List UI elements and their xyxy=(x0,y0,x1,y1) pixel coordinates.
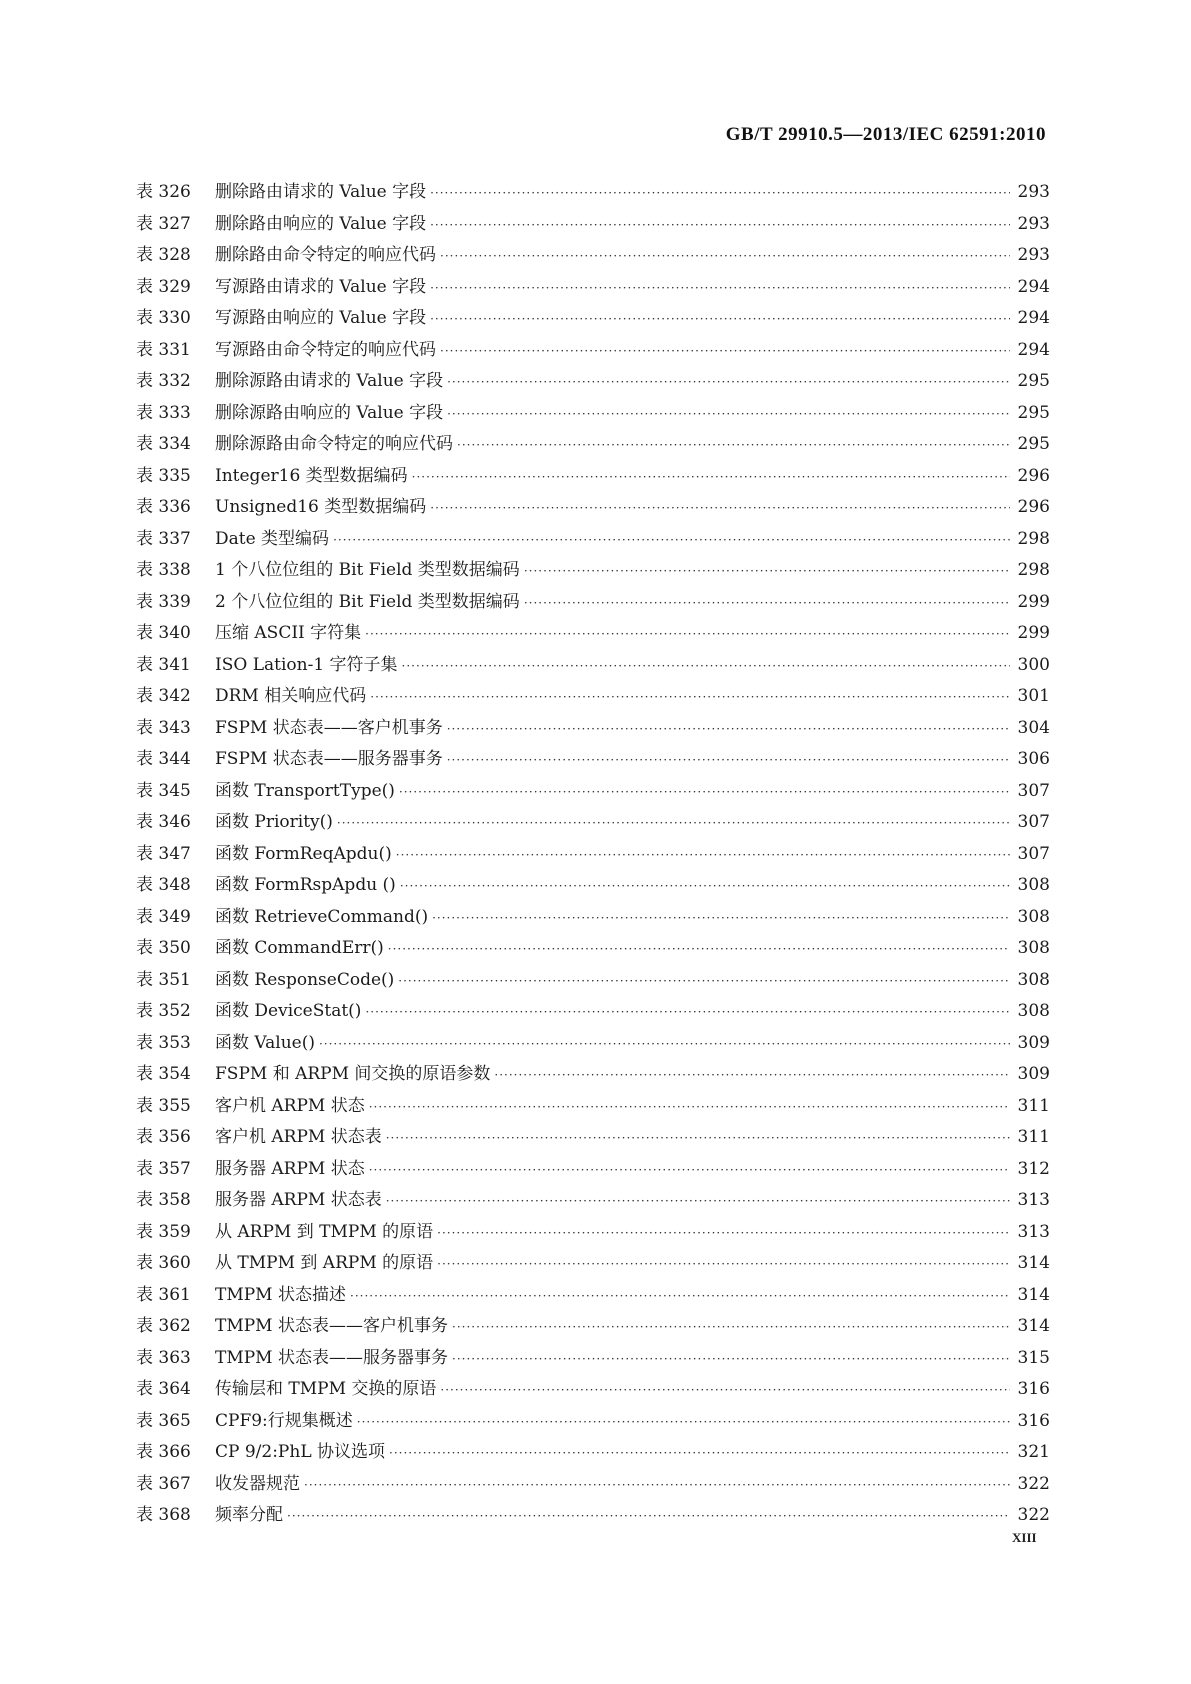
toc-entry-label: 表 335 xyxy=(136,465,191,486)
toc-dot-leader xyxy=(386,1194,1010,1208)
toc-entry[interactable] xyxy=(136,1154,1050,1186)
toc-entry[interactable] xyxy=(136,272,1050,304)
toc-entry[interactable] xyxy=(136,492,1050,524)
toc-entry-page: 314 xyxy=(1017,1253,1050,1273)
toc-entry-label: 表 337 xyxy=(136,528,191,549)
toc-dot-leader xyxy=(524,564,1010,578)
toc-entry-page: 294 xyxy=(1017,276,1050,297)
toc-entry-title: Date 类型编码 xyxy=(215,528,330,549)
toc-dot-leader xyxy=(447,407,1010,421)
toc-entry[interactable] xyxy=(136,524,1050,556)
toc-entry-page: 312 xyxy=(1017,1158,1050,1179)
toc-dot-leader xyxy=(430,218,1010,232)
toc-dot-leader xyxy=(350,1289,1010,1303)
toc-entry[interactable] xyxy=(136,996,1050,1028)
toc-entry[interactable] xyxy=(136,1059,1050,1091)
toc-entry-page: 322 xyxy=(1017,1505,1050,1525)
toc-entry-label: 表 351 xyxy=(136,969,191,990)
toc-entry-title: 函数 Priority() xyxy=(215,812,333,832)
toc-dot-leader xyxy=(440,1383,1010,1397)
toc-entry[interactable] xyxy=(136,1469,1050,1501)
toc-entry-page: 299 xyxy=(1017,623,1050,643)
toc-dot-leader xyxy=(396,848,1010,862)
toc-entry-title: 删除路由命令特定的响应代码 xyxy=(215,245,436,265)
toc-entry-title: Integer16 类型数据编码 xyxy=(215,465,408,486)
toc-entry-title: 函数 FormReqApdu() xyxy=(215,843,392,864)
toc-entry-title: CP 9/2:PhL 协议选项 xyxy=(215,1442,386,1462)
page-header-standard-id: GB/T 29910.5—2013/IEC 62591:2010 xyxy=(725,124,1046,145)
toc-entry-label: 表 333 xyxy=(136,402,191,423)
toc-entry[interactable] xyxy=(136,1248,1050,1280)
toc-entry-page: 309 xyxy=(1017,1064,1050,1084)
toc-entry-title: 写源路由请求的 Value 字段 xyxy=(215,276,427,297)
toc-entry-title: 写源路由命令特定的响应代码 xyxy=(215,339,436,360)
toc-entry[interactable] xyxy=(136,965,1050,997)
toc-dot-leader xyxy=(319,1037,1010,1051)
toc-entry-page: 309 xyxy=(1017,1032,1050,1053)
toc-entry-page: 293 xyxy=(1017,182,1050,202)
toc-dot-leader xyxy=(333,533,1010,547)
toc-entry-title: 函数 ResponseCode() xyxy=(215,969,395,990)
toc-dot-leader xyxy=(437,1226,1010,1240)
toc-entry-title: 函数 Value() xyxy=(215,1032,315,1053)
toc-entry[interactable] xyxy=(136,776,1050,808)
toc-dot-leader xyxy=(389,1446,1010,1460)
toc-entry-page: 300 xyxy=(1017,654,1050,675)
toc-entry-page: 308 xyxy=(1017,938,1050,958)
toc-entry[interactable] xyxy=(136,461,1050,493)
toc-entry-label: 表 341 xyxy=(136,654,191,675)
toc-entry-label: 表 330 xyxy=(136,308,191,328)
toc-entry-page: 308 xyxy=(1017,875,1050,895)
toc-entry-title: 频率分配 xyxy=(215,1505,283,1525)
toc-entry-page: 316 xyxy=(1017,1379,1050,1399)
toc-entry[interactable] xyxy=(136,713,1050,745)
toc-entry-title: 传输层和 TMPM 交换的原语 xyxy=(215,1379,437,1399)
toc-entry-title: 函数 RetrieveCommand() xyxy=(215,906,429,927)
toc-entry-page: 295 xyxy=(1017,402,1050,423)
toc-entry-label: 表 326 xyxy=(136,182,191,202)
toc-dot-leader xyxy=(369,1163,1010,1177)
toc-entry[interactable] xyxy=(136,807,1050,839)
toc-entry-label: 表 361 xyxy=(136,1284,191,1305)
toc-dot-leader xyxy=(287,1509,1010,1523)
toc-entry[interactable] xyxy=(136,398,1050,430)
toc-entry-title: TMPM 状态表——客户机事务 xyxy=(215,1316,448,1336)
toc-entry[interactable] xyxy=(136,1500,1050,1532)
toc-entry-label: 表 339 xyxy=(136,591,191,612)
toc-entry-label: 表 349 xyxy=(136,906,191,927)
toc-entry-page: 301 xyxy=(1017,686,1050,706)
toc-entry-title: TMPM 状态描述 xyxy=(215,1284,346,1305)
toc-entry-title: TMPM 状态表——服务器事务 xyxy=(215,1347,448,1368)
toc-entry-page: 304 xyxy=(1017,717,1050,738)
toc-entry-page: 295 xyxy=(1017,371,1050,391)
toc-entry-page: 314 xyxy=(1017,1284,1050,1305)
toc-entry-label: 表 336 xyxy=(136,497,191,517)
toc-entry-title: 函数 DeviceStat() xyxy=(215,1001,362,1021)
toc-dot-leader xyxy=(457,438,1010,452)
toc-entry[interactable] xyxy=(136,618,1050,650)
toc-entry-label: 表 366 xyxy=(136,1442,191,1462)
toc-entry-label: 表 353 xyxy=(136,1032,191,1053)
toc-entry-page: 313 xyxy=(1017,1190,1050,1210)
toc-dot-leader xyxy=(412,470,1010,484)
toc-entry[interactable] xyxy=(136,650,1050,682)
toc-entry-title: 压缩 ASCII 字符集 xyxy=(215,623,362,643)
toc-entry-page: 307 xyxy=(1017,780,1050,801)
toc-entry-page: 295 xyxy=(1017,434,1050,454)
toc-entry[interactable] xyxy=(136,303,1050,335)
toc-entry-label: 表 331 xyxy=(136,339,191,360)
toc-entry-title: 删除源路由请求的 Value 字段 xyxy=(215,371,444,391)
toc-entry[interactable] xyxy=(136,240,1050,272)
toc-entry[interactable] xyxy=(136,177,1050,209)
toc-dot-leader xyxy=(447,375,1010,389)
toc-entry[interactable] xyxy=(136,744,1050,776)
toc-dot-leader xyxy=(365,1005,1010,1019)
toc-dot-leader xyxy=(400,879,1010,893)
toc-dot-leader xyxy=(452,1352,1010,1366)
toc-entry[interactable] xyxy=(136,902,1050,934)
toc-entry-title: CPF9:行规集概述 xyxy=(215,1410,353,1431)
toc-entry-page: 298 xyxy=(1017,560,1050,580)
toc-entry-title: 客户机 ARPM 状态表 xyxy=(215,1127,382,1147)
toc-dot-leader xyxy=(399,785,1010,799)
toc-dot-leader xyxy=(430,501,1010,515)
toc-entry-label: 表 358 xyxy=(136,1190,191,1210)
toc-entry[interactable] xyxy=(136,1437,1050,1469)
toc-dot-leader xyxy=(365,627,1010,641)
toc-entry-page: 321 xyxy=(1017,1442,1050,1462)
toc-entry[interactable] xyxy=(136,933,1050,965)
toc-entry-label: 表 334 xyxy=(136,434,191,454)
toc-entry-label: 表 360 xyxy=(136,1253,191,1273)
toc-entry-page: 308 xyxy=(1017,906,1050,927)
toc-entry-page: 311 xyxy=(1017,1095,1050,1116)
toc-entry-page: 306 xyxy=(1017,749,1050,769)
toc-entry[interactable] xyxy=(136,429,1050,461)
toc-entry-title: 写源路由响应的 Value 字段 xyxy=(215,308,427,328)
toc-dot-leader xyxy=(388,942,1010,956)
toc-list xyxy=(136,177,1050,1532)
toc-dot-leader xyxy=(369,1100,1010,1114)
toc-dot-leader xyxy=(357,1415,1010,1429)
toc-entry[interactable] xyxy=(136,1280,1050,1312)
toc-entry-label: 表 355 xyxy=(136,1095,191,1116)
toc-dot-leader xyxy=(432,911,1010,925)
toc-entry-label: 表 368 xyxy=(136,1505,191,1525)
toc-entry-page: 296 xyxy=(1017,465,1050,486)
toc-entry-page: 308 xyxy=(1017,969,1050,990)
toc-entry-label: 表 350 xyxy=(136,938,191,958)
toc-entry-label: 表 342 xyxy=(136,686,191,706)
toc-dot-leader xyxy=(370,690,1010,704)
toc-entry-title: 2 个八位位组的 Bit Field 类型数据编码 xyxy=(215,591,520,612)
toc-entry-label: 表 357 xyxy=(136,1158,191,1179)
toc-entry-label: 表 346 xyxy=(136,812,191,832)
toc-entry-title: 从 TMPM 到 ARPM 的原语 xyxy=(215,1253,434,1273)
toc-entry-title: 函数 TransportType() xyxy=(215,780,395,801)
toc-entry-title: 函数 CommandErr() xyxy=(215,938,384,958)
toc-entry-label: 表 332 xyxy=(136,371,191,391)
toc-entry[interactable] xyxy=(136,1091,1050,1123)
toc-entry-title: FSPM 和 ARPM 间交换的原语参数 xyxy=(215,1064,491,1084)
toc-entry[interactable] xyxy=(136,1122,1050,1154)
toc-entry-title: ISO Lation-1 字符子集 xyxy=(215,654,398,675)
toc-entry-label: 表 362 xyxy=(136,1316,191,1336)
toc-entry-page: 315 xyxy=(1017,1347,1050,1368)
toc-dot-leader xyxy=(430,281,1010,295)
toc-dot-leader xyxy=(430,312,1010,326)
toc-entry-page: 308 xyxy=(1017,1001,1050,1021)
toc-entry[interactable] xyxy=(136,1406,1050,1438)
toc-entry-label: 表 340 xyxy=(136,623,191,643)
toc-dot-leader xyxy=(337,816,1010,830)
toc-dot-leader xyxy=(494,1068,1010,1082)
toc-entry-title: 删除路由请求的 Value 字段 xyxy=(215,182,427,202)
toc-entry-label: 表 352 xyxy=(136,1001,191,1021)
toc-entry-label: 表 348 xyxy=(136,875,191,895)
toc-entry-title: FSPM 状态表——服务器事务 xyxy=(215,749,443,769)
toc-entry[interactable] xyxy=(136,366,1050,398)
toc-entry-label: 表 365 xyxy=(136,1410,191,1431)
toc-dot-leader xyxy=(447,753,1010,767)
toc-dot-leader xyxy=(447,722,1010,736)
toc-entry-title: 删除路由响应的 Value 字段 xyxy=(215,213,427,234)
toc-entry-page: 314 xyxy=(1017,1316,1050,1336)
toc-dot-leader xyxy=(430,186,1010,200)
toc-entry[interactable] xyxy=(136,1217,1050,1249)
toc-entry-label: 表 343 xyxy=(136,717,191,738)
toc-dot-leader xyxy=(524,596,1010,610)
toc-entry-title: 删除源路由响应的 Value 字段 xyxy=(215,402,444,423)
toc-entry-label: 表 354 xyxy=(136,1064,191,1084)
toc-entry[interactable] xyxy=(136,587,1050,619)
toc-entry[interactable] xyxy=(136,870,1050,902)
toc-entry-page: 316 xyxy=(1017,1410,1050,1431)
toc-entry-page: 293 xyxy=(1017,213,1050,234)
toc-entry[interactable] xyxy=(136,1028,1050,1060)
toc-entry-page: 298 xyxy=(1017,528,1050,549)
toc-entry[interactable] xyxy=(136,335,1050,367)
toc-entry-label: 表 347 xyxy=(136,843,191,864)
toc-entry-label: 表 338 xyxy=(136,560,191,580)
toc-entry-label: 表 345 xyxy=(136,780,191,801)
toc-dot-leader xyxy=(398,974,1010,988)
toc-entry-page: 296 xyxy=(1017,497,1050,517)
toc-dot-leader xyxy=(440,249,1010,263)
toc-entry-label: 表 364 xyxy=(136,1379,191,1399)
toc-entry-page: 294 xyxy=(1017,308,1050,328)
toc-entry-label: 表 367 xyxy=(136,1473,191,1494)
toc-entry-title: 删除源路由命令特定的响应代码 xyxy=(215,434,453,454)
toc-dot-leader xyxy=(437,1257,1010,1271)
toc-entry[interactable] xyxy=(136,1311,1050,1343)
toc-entry-label: 表 359 xyxy=(136,1221,191,1242)
toc-entry-page: 293 xyxy=(1017,245,1050,265)
toc-entry-label: 表 329 xyxy=(136,276,191,297)
toc-entry-page: 307 xyxy=(1017,812,1050,832)
toc-entry-title: 服务器 ARPM 状态 xyxy=(215,1158,365,1179)
toc-entry-title: 函数 FormRspApdu () xyxy=(215,875,396,895)
toc-entry-title: Unsigned16 类型数据编码 xyxy=(215,497,427,517)
toc-entry[interactable] xyxy=(136,839,1050,871)
toc-entry-label: 表 363 xyxy=(136,1347,191,1368)
toc-entry-page: 313 xyxy=(1017,1221,1050,1242)
toc-entry-page: 311 xyxy=(1017,1127,1050,1147)
toc-entry-title: 1 个八位位组的 Bit Field 类型数据编码 xyxy=(215,560,520,580)
toc-entry-title: 收发器规范 xyxy=(215,1473,300,1494)
toc-entry[interactable] xyxy=(136,209,1050,241)
toc-dot-leader xyxy=(440,344,1010,358)
toc-entry-label: 表 356 xyxy=(136,1127,191,1147)
toc-entry[interactable] xyxy=(136,1374,1050,1406)
toc-dot-leader xyxy=(402,659,1010,673)
toc-dot-leader xyxy=(386,1131,1010,1145)
toc-entry[interactable] xyxy=(136,681,1050,713)
toc-entry-page: 322 xyxy=(1017,1473,1050,1494)
toc-entry-label: 表 327 xyxy=(136,213,191,234)
toc-entry-label: 表 344 xyxy=(136,749,191,769)
toc-entry-title: 从 ARPM 到 TMPM 的原语 xyxy=(215,1221,434,1242)
toc-dot-leader xyxy=(304,1478,1010,1492)
toc-entry-page: 294 xyxy=(1017,339,1050,360)
toc-entry-label: 表 328 xyxy=(136,245,191,265)
toc-entry[interactable] xyxy=(136,555,1050,587)
toc-entry-title: 服务器 ARPM 状态表 xyxy=(215,1190,382,1210)
page-number: XIII xyxy=(1012,1530,1037,1545)
toc-entry-title: 客户机 ARPM 状态 xyxy=(215,1095,365,1116)
toc-entry-page: 307 xyxy=(1017,843,1050,864)
toc-dot-leader xyxy=(452,1320,1010,1334)
toc-entry-title: FSPM 状态表——客户机事务 xyxy=(215,717,443,738)
toc-entry-title: DRM 相关响应代码 xyxy=(215,686,367,706)
toc-entry[interactable] xyxy=(136,1343,1050,1375)
toc-entry[interactable] xyxy=(136,1185,1050,1217)
toc-entry-page: 299 xyxy=(1017,591,1050,612)
